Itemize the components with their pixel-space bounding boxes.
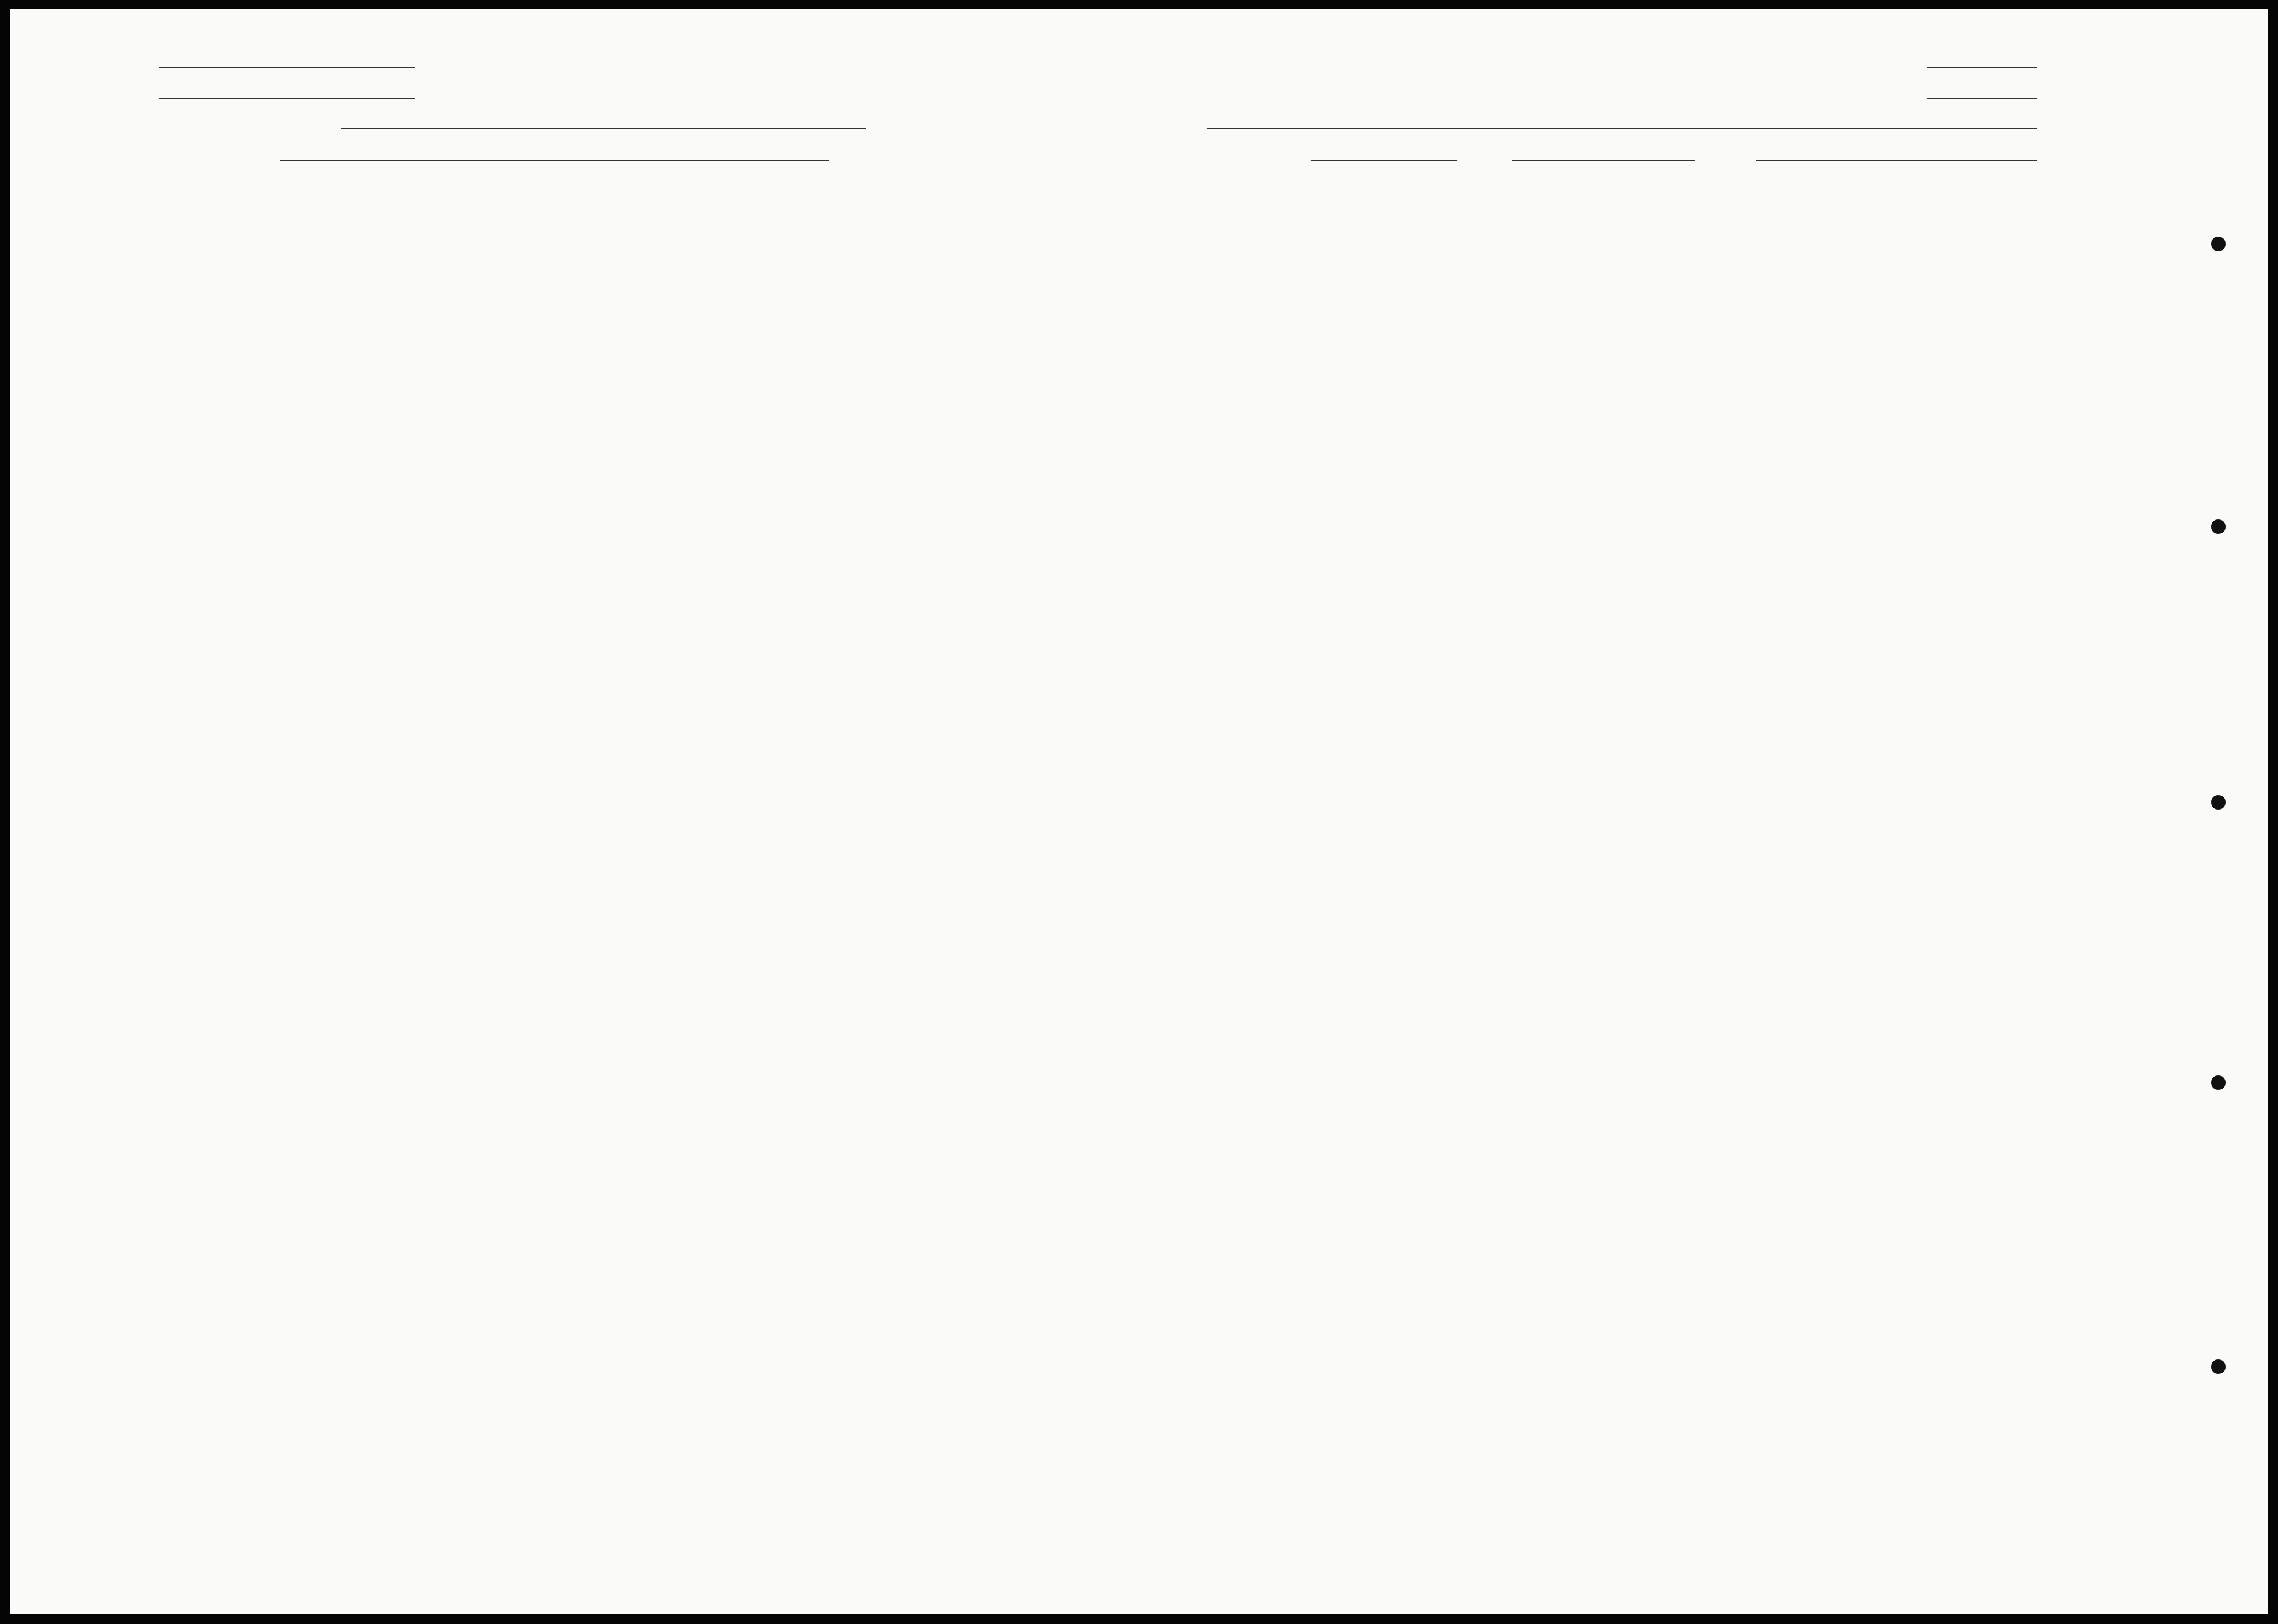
- binder-hole: [2211, 1359, 2226, 1374]
- binder-hole: [2211, 519, 2226, 534]
- binder-hole: [2211, 1075, 2226, 1090]
- binder-hole: [2211, 795, 2226, 810]
- binder-hole: [2211, 237, 2226, 251]
